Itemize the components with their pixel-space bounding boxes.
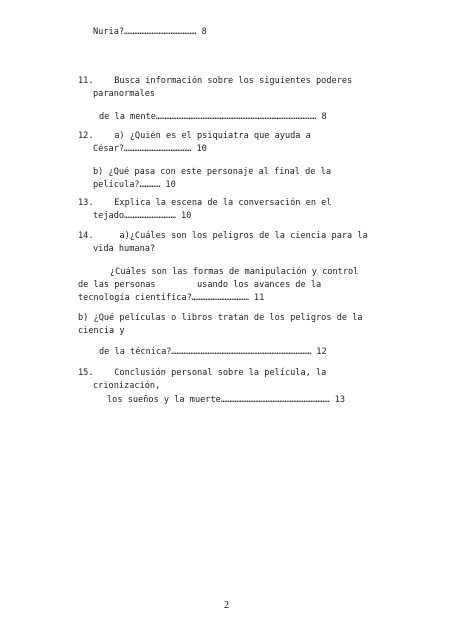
toc-line: de la mente………………………………………………………………………………… 8 — [99, 112, 327, 122]
toc-line: César?………………………………… 10 — [93, 144, 207, 154]
toc-line: 13. Explica la escena de la conversación en el — [78, 198, 332, 208]
page-number: 2 — [224, 600, 229, 611]
toc-line: película?………… 10 — [93, 180, 176, 190]
toc-line: 12. a) ¿Quién es el psiquiatra que ayuda a — [78, 131, 311, 141]
toc-line: paranormales — [93, 89, 156, 99]
toc-line: b) ¿Qué películas o libros tratan de los peligros de la — [78, 313, 363, 323]
toc-line: 15. Conclusión personal sobre la película, la — [78, 368, 327, 378]
toc-line: b) ¿Qué pasa con este personaje al final de la — [93, 167, 331, 177]
toc-line: tecnología científica?…………………………… 11 — [78, 293, 265, 303]
toc-line: 14. a)¿Cuáles son los peligros de la ciencia para la — [78, 231, 368, 241]
toc-line: tejado………………………… 10 — [93, 211, 192, 221]
toc-line: de la técnica?……………………………………………………………………… 12 — [99, 347, 327, 357]
toc-line: ¿Cuáles son las formas de manipulación y control — [110, 267, 359, 277]
toc-line: ciencia y — [78, 326, 125, 336]
toc-line: los sueños y la muerte……………………………………………………… 13 — [107, 395, 345, 405]
toc-line: 11. Busca información sobre los siguientes poderes — [78, 76, 353, 86]
toc-line: de las personas usando los avances de la — [78, 280, 322, 290]
toc-line: crionización, — [93, 381, 161, 391]
toc-line: Nuria?…………………………………… 8 — [93, 27, 207, 37]
toc-line: vida humana? — [93, 244, 156, 254]
